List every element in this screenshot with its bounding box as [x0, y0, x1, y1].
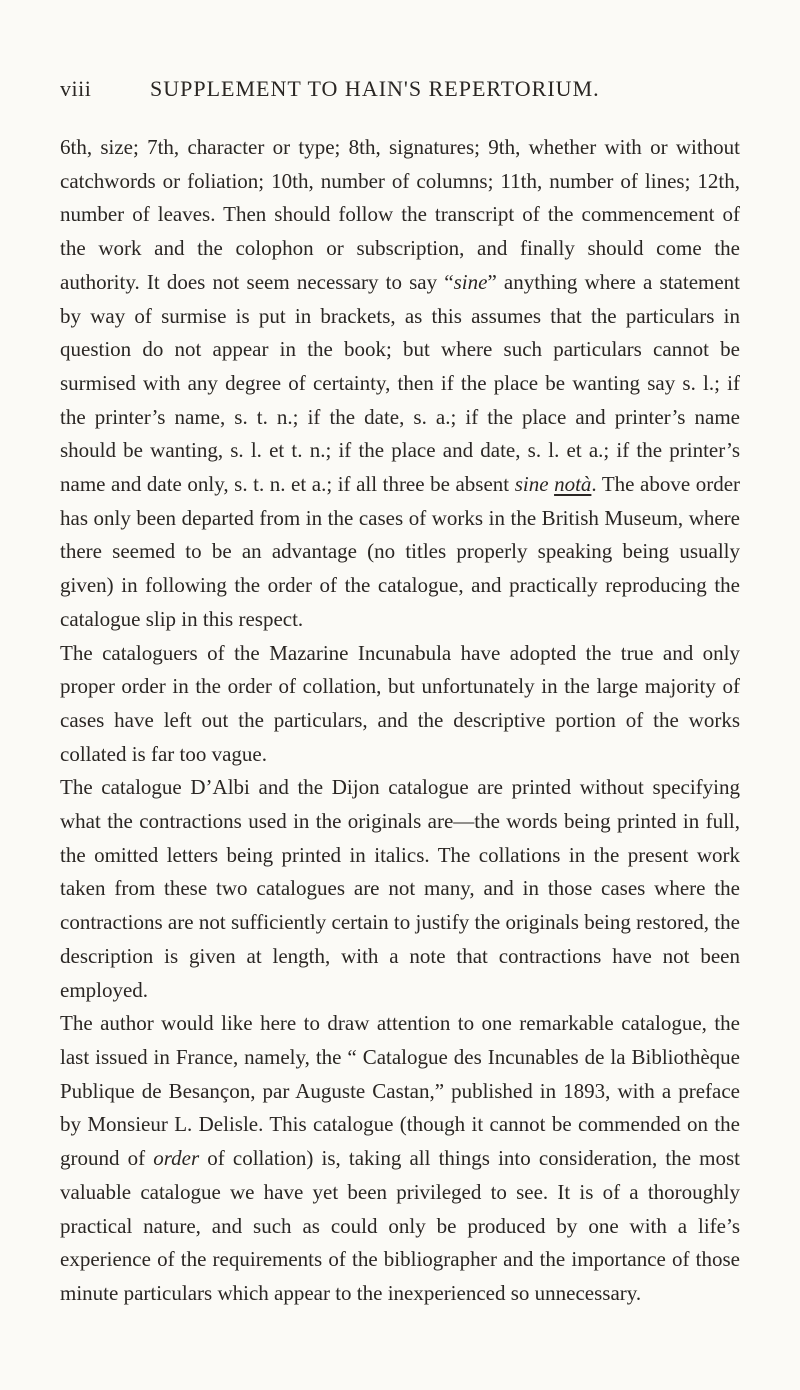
- text-run: order: [153, 1146, 200, 1171]
- text-run: The author would like here to draw attention to one remarkable catalogue, the last issued in France, namely, the “ Catalogue des Incunables de la Bibliothèque Publique de Besançon, par Auguste Castan,” published in 1893, with a preface by Monsieur L. Delisle. This catalogue (though it cannot be commended on the ground of: [60, 1011, 740, 1171]
- body-text: [60, 131, 740, 1311]
- text-run: sine: [514, 472, 549, 497]
- paragraph: [60, 1007, 740, 1310]
- text-run: 6th, size; 7th, character or type; 8th, signatures; 9th, whether with or without catchwords or foliation; 10th, number of columns; 11th, number of lines; 12th, number of leaves. Then should follow the transcript of the commencement of the work and the colophon or subscription, and finally should come the authority. It does not seem necessary to say “: [60, 135, 740, 294]
- text-run: sine: [453, 269, 488, 294]
- text-run: . The above order has only been departed from in the cases of works in the British Museum, where there seemed to be an advantage (no titles properly speaking being usually given) in following the order of the catalogue, and practically reproducing the catalogue slip in this respect.: [60, 472, 741, 631]
- text-run: notà: [554, 472, 592, 497]
- text-run: of collation) is, taking all things into consideration, the most valuable catalogue we have yet been privileged to see. It is of a thoroughly practical nature, and such as could only be produced by one with a life’s experience of the requirements of the bibliographer and the importance of those minute particulars which appear to the inexperienced so unnecessary.: [60, 1146, 740, 1305]
- text-run: The catalogue D’Albi and the Dijon catalogue are printed without specifying what the contractions used in the originals are—the words being printed in full, the omitted letters being printed in italics. The collations in the present work taken from these two catalogues are not many, and in those cases where the contractions are not sufficiently certain to justify the originals being restored, the description is given at length, with a note that contractions have not been employed.: [60, 775, 740, 1002]
- paragraph: [60, 637, 740, 772]
- paragraph: [60, 131, 740, 637]
- book-page: [60, 76, 740, 1311]
- page-number: viii: [60, 76, 92, 101]
- running-head: [60, 76, 740, 116]
- text-run: ” anything where a statement by way of surmise is put in brackets, as this assumes that the particulars in question do not appear in the book; but where such particulars cannot be surmised with any degree of certainty, then if the place be wanting say s. l.; if the printer’s name, s. t. n.; if the date, s. a.; if the place and printer’s name should be wanting, s. l. et t. n.; if the place and date, s. l. et a.; if the printer’s name and date only, s. t. n. et a.; if all three be absent: [60, 269, 741, 497]
- running-title: SUPPLEMENT TO HAIN'S REPERTORIUM.: [150, 76, 600, 101]
- text-run: The cataloguers of the Mazarine Incunabula have adopted the true and only proper order in the order of collation, but unfortunately in the large majority of cases have left out the particulars, and the descriptive portion of the works collated is far too vague.: [60, 640, 740, 766]
- paragraph: [60, 771, 740, 1007]
